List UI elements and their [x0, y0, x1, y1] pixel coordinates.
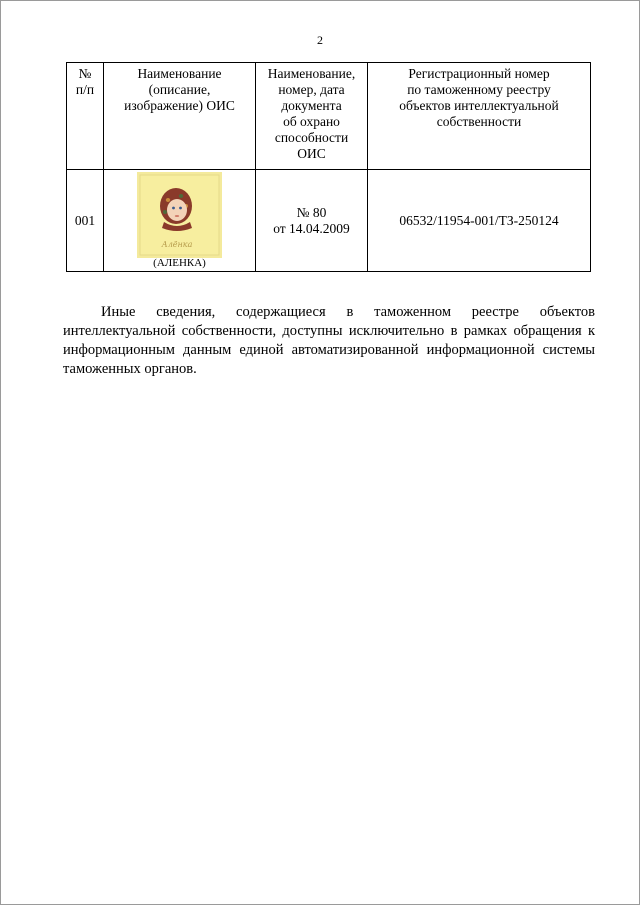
header-number: № п/п	[67, 63, 104, 170]
alenka-trademark-image	[137, 172, 222, 258]
document-cell	[256, 170, 368, 272]
header-document: Наименование, номер, дата документа об охрано способности ОИС	[256, 63, 368, 170]
table-row	[67, 170, 591, 272]
document-date: от 14.04.2009	[273, 220, 350, 236]
page-number: 2	[317, 33, 323, 47]
ois-image-caption: (АЛЕНКА)	[153, 257, 206, 269]
table-header-row	[67, 63, 591, 170]
ip-register-table	[66, 62, 591, 272]
document-number: № 80	[296, 204, 327, 220]
registration-number: 06532/11954-001/ТЗ-250124	[368, 170, 591, 272]
row-number: 001	[67, 170, 104, 272]
logo-script-text: Алёнка	[161, 239, 193, 249]
header-registration-number: Регистрационный номер по таможенному реестру объектов интеллектуальной собственности	[368, 63, 591, 170]
info-paragraph: Иные сведения, содержащиеся в таможенном реестре объектов интеллектуальной собственности, доступны исключительно в рамках обращения к информационным данным единой автоматизированной информационной системы таможенных органов.	[63, 304, 595, 377]
header-ois-name: Наименование (описание, изображение) ОИС	[104, 63, 256, 170]
ois-image-cell	[104, 170, 256, 272]
